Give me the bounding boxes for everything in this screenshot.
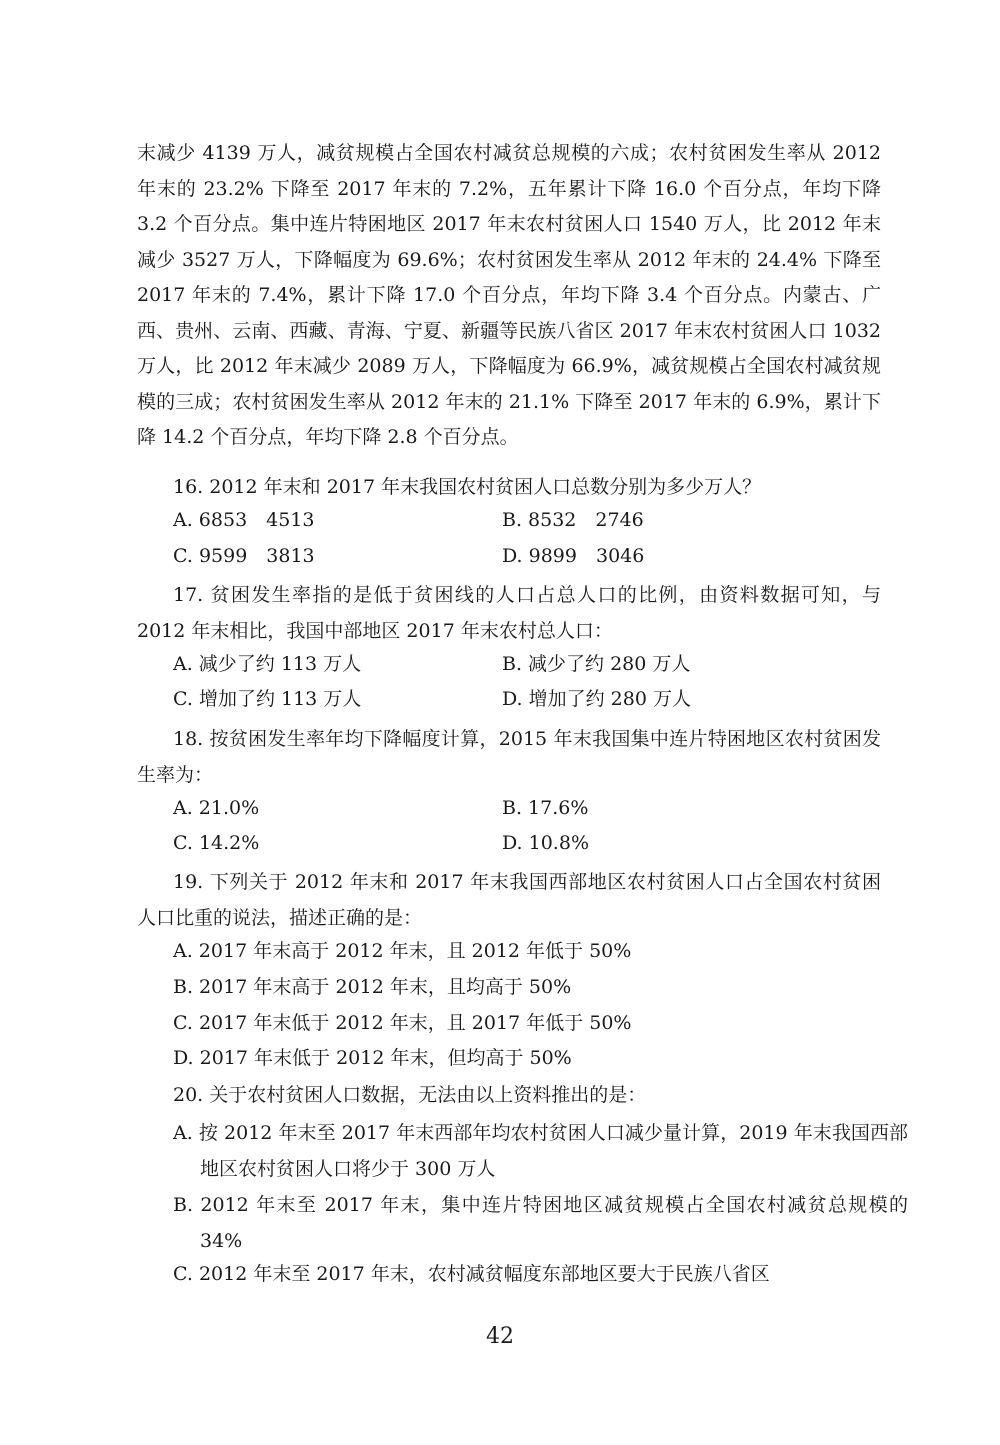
question-17-stem: 17. 贫困发生率指的是低于贫困线的人口占总人口的比例，由资料数据可知，与 2012 年末相比，我国中部地区 2017 年末农村总人口： [137,584,881,642]
question-16-option-a: A. 6853 4513 [173,509,315,531]
question-18-option-d: D. 10.8% [502,832,589,854]
question-17-option-a: A. 减少了约 113 万人 [173,653,362,675]
question-19-option-d: D. 2017 年末低于 2012 年末，但均高于 50% [173,1047,572,1069]
question-19-option-a: A. 2017 年末高于 2012 年末，且 2012 年低于 50% [173,940,632,962]
question-20-option-c: C. 2012 年末至 2017 年末，农村减贫幅度东部地区要大于民族八省区 [173,1263,770,1285]
question-16-stem: 16. 2012 年末和 2017 年末我国农村贫困人口总数分别为多少万人？ [173,476,762,498]
page-number: 42 [486,1324,514,1349]
question-17-option-c: C. 增加了约 113 万人 [173,688,362,710]
question-18-option-c: C. 14.2% [173,832,260,854]
question-18-stem: 18. 按贫困发生率年均下降幅度计算，2015 年末我国集中连片特困地区农村贫困发生率为： [137,728,881,786]
question-19-stem: 19. 下列关于 2012 年末和 2017 年末我国西部地区农村贫困人口占全国农村贫困人口比重的说法，描述正确的是： [137,871,881,929]
question-17-option-d: D. 增加了约 280 万人 [502,688,691,710]
question-20-option-a: A. 按 2012 年末至 2017 年末西部年均农村贫困人口减少量计算，2019 年末我国西部地区农村贫困人口将少于 300 万人 [173,1122,908,1180]
question-18-option-a: A. 21.0% [173,797,260,819]
question-19-option-c: C. 2017 年末低于 2012 年末，且 2017 年低于 50% [173,1012,632,1034]
question-18-option-b: B. 17.6% [502,797,589,819]
question-19-option-b: B. 2017 年末高于 2012 年末，且均高于 50% [173,976,572,998]
question-16-option-b: B. 8532 2746 [502,509,644,531]
question-16-option-d: D. 9899 3046 [502,545,645,567]
question-16-option-c: C. 9599 3813 [173,545,315,567]
question-20-stem: 20. 关于农村贫困人口数据，无法由以上资料推出的是： [173,1084,647,1106]
passage-text: 末减少 4139 万人，减贫规模占全国农村减贫总规模的六成；农村贫困发生率从 2012 年末的 23.2% 下降至 2017 年末的 7.2%，五年累计下降 16.0 个百分点，年均下降 3.2 个百分点。集中连片特困地区 2017 年末农村贫困人口 1540 万人，比 2012 年末减少 3527 万人，下降幅度为 69.6%；农村贫困发生率从 2012 年末的 24.4% 下降至 2017 年末的 7.4%，累计下降 17.0 个百分点，年均下降 3.4 个百分点。内蒙古、广西、贵州、云南、西藏、青海、宁夏、新疆等民族八省区 2017 年末农村贫困人口 1032 万人，比 2012 年末减少 2089 万人，下降幅度为 66.9%，减贫规模占全国农村减贫规模的三成；农村贫困发生率从 2012 年末的 21.1% 下降至 2017 年末的 6.9%，累计下降 14.2 个百分点，年均下降 2.8 个百分点。 [137,142,881,448]
question-20-option-b: B. 2012 年末至 2017 年末，集中连片特困地区减贫规模占全国农村减贫总规模的 34% [173,1194,908,1252]
question-17-option-b: B. 减少了约 280 万人 [502,653,691,675]
